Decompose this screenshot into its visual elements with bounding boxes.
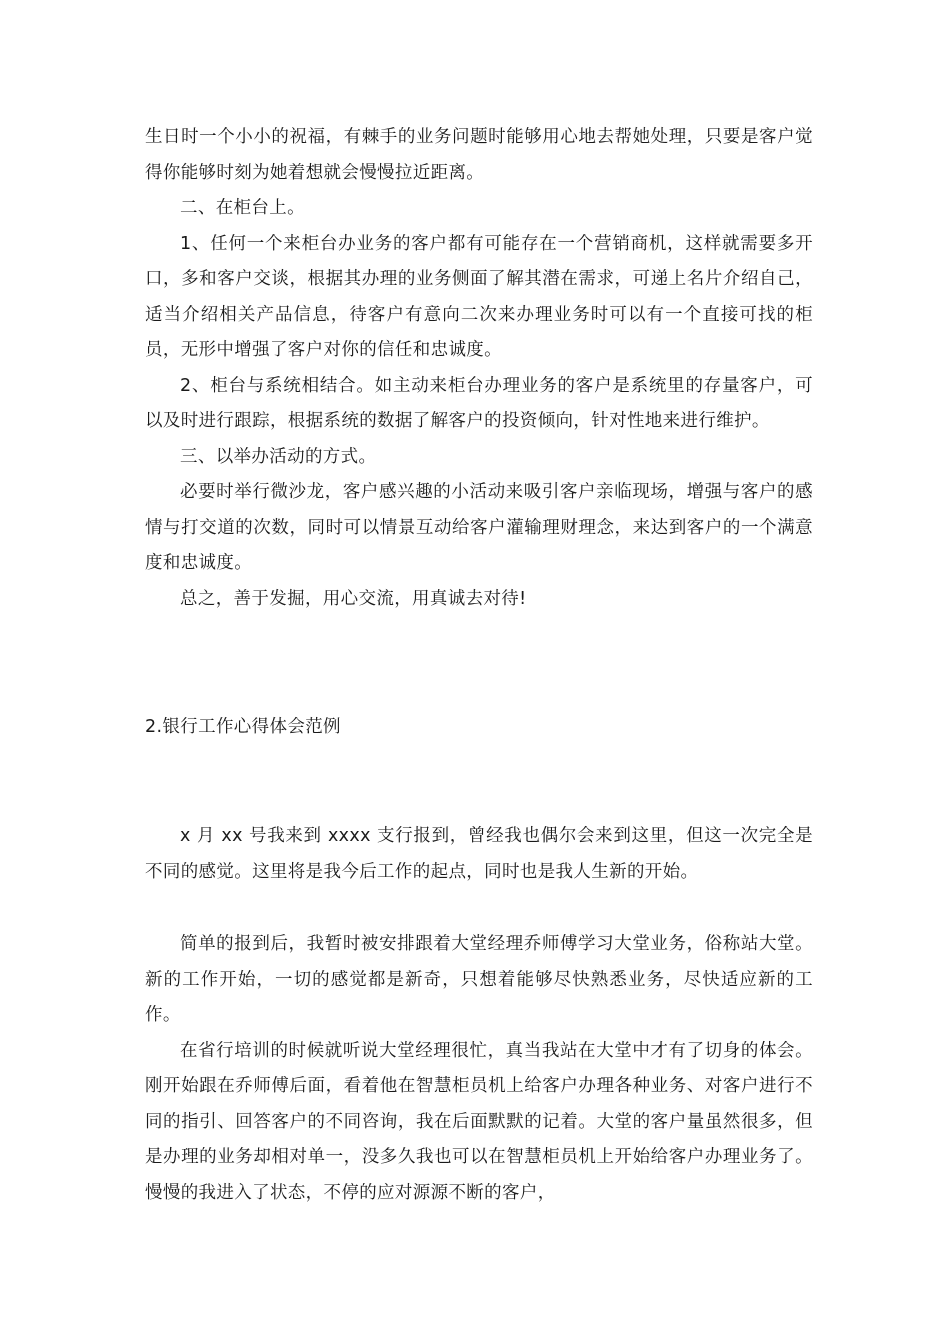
paragraph-summary: 总之，善于发掘，用心交流，用真诚去对待!: [180, 588, 527, 609]
paragraph-counter-point-2: 2、柜台与系统相结合。如主动来柜台办理业务的客户是系统里的存量客户，可以及时进行跟踪，根据系统的数据了解客户的投资倾向，针对性地来进行维护。: [145, 375, 813, 431]
paragraph-counter-point-1: 1、任何一个来柜台办业务的客户都有可能存在一个营销商机，这样就需要多开口，多和客户交谈，根据其办理的业务侧面了解其潜在需求，可递上名片介绍自己，适当介绍相关产品信息，待客户有意向二次来办理业务时可以有一个直接可找的柜员，无形中增强了客户对你的信任和忠诚度。: [145, 233, 813, 360]
paragraph-lobby-experience: 在省行培训的时候就听说大堂经理很忙，真当我站在大堂中才有了切身的体会。刚开始跟在乔师傅后面，看着他在智慧柜员机上给客户办理各种业务、对客户进行不同的指引、回答客户的不同咨询，我在后面默默的记着。大堂的客户量虽然很多，但是办理的业务却相对单一，没多久我也可以在智慧柜员机上开始给客户办理业务了。慢慢的我进入了状态，不停的应对源源不断的客户，: [145, 1040, 813, 1203]
section-2-heading: 2.银行工作心得体会范例: [145, 717, 341, 737]
paragraph-report: x 月 xx 号我来到 xxxx 支行报到，曾经我也偶尔会来到这里，但这一次完全是不同的感觉。这里将是我今后工作的起点，同时也是我人生新的开始。: [145, 826, 813, 882]
paragraph-lobby-assignment: 简单的报到后，我暂时被安排跟着大堂经理乔师傅学习大堂业务，俗称站大堂。新的工作开始，一切的感觉都是新奇，只想着能够尽快熟悉业务，尽快适应新的工作。: [145, 934, 813, 1025]
section-2-paragraph-1: [145, 819, 813, 890]
subheading-activities: 三、以举办活动的方式。: [180, 446, 377, 467]
subheading-counter: 二、在柜台上。: [180, 198, 305, 218]
section-2-body: [145, 927, 813, 1211]
section-1-body: [145, 120, 813, 617]
paragraph-continuation: 生日时一个小小的祝福，有棘手的业务问题时能够用心地去帮她处理，只要是客户觉得你能够时刻为她着想就会慢慢拉近距离。: [145, 127, 813, 183]
paragraph-activities: 必要时举行微沙龙，客户感兴趣的小活动来吸引客户亲临现场，增强与客户的感情与打交道的次数，同时可以情景互动给客户灌输理财理念，来达到客户的一个满意度和忠诚度。: [145, 482, 813, 573]
